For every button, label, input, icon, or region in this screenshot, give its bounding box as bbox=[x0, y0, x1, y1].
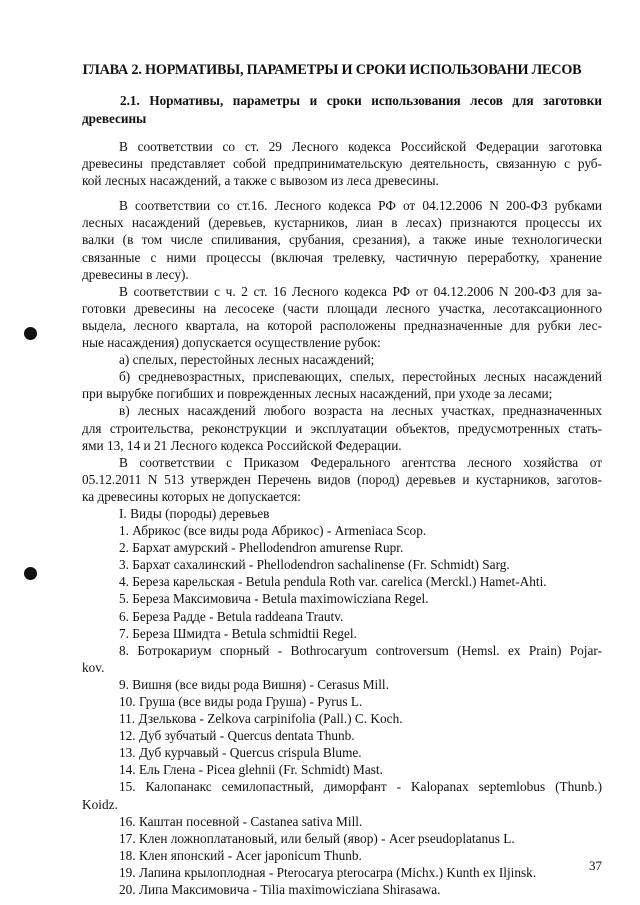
paragraph-line: древесины представляет собой предпринимательскую деятельность, связанную с руб- bbox=[82, 156, 602, 172]
paragraph-line: В соответствии со ст. 29 Лесного кодекса Российской Федерации заготовка bbox=[119, 139, 602, 154]
paragraph-line: 05.12.2011 N 513 утвержден Перечень видов (пород) деревьев и кустарников, заготов- bbox=[82, 471, 602, 487]
species-item: 5. Береза Максимовича - Betula maximowicziana Regel. bbox=[119, 591, 429, 607]
species-item-cont: Koidz. bbox=[82, 796, 118, 812]
list-item-b-cont: при вырубке погибших и поврежденных лесных насаждений, при уходе за лесами; bbox=[82, 386, 553, 402]
species-item: 1. Абрикос (все виды рода Абрикос) - Armeniaca Scop. bbox=[119, 523, 427, 539]
list-item-b: б) средневозрастных, приспевающих, спелых, перестойных лесных насаждений bbox=[119, 369, 602, 385]
species-item: 10. Груша (все виды рода Груша) - Pyrus L. bbox=[119, 694, 363, 709]
section-title-line: древесины bbox=[82, 111, 147, 126]
list-item-c-cont: ями 13, 14 и 21 Лесного кодекса Российской Федерации. bbox=[82, 437, 402, 453]
paragraph-line: выдела, лесного квартала, на которой расположены предназначенные для рубки лес- bbox=[82, 317, 602, 333]
species-item: 3. Бархат сахалинский - Phellodendron sachalinense (Fr. Schmidt) Sarg. bbox=[119, 557, 510, 573]
binder-hole-bottom bbox=[24, 567, 37, 580]
species-item: 4. Береза карельская - Betula pendula Roth var. carelica (Merckl.) Hamet-Ahti. bbox=[119, 574, 547, 590]
list-item-c: в) лесных насаждений любого возраста на лесных участках, предназначенных bbox=[119, 403, 602, 419]
species-item: 16. Каштан посевной - Castanea sativa Mill. bbox=[119, 813, 363, 829]
species-item: 2. Бархат амурский - Phellodendron amurense Rupr. bbox=[119, 540, 404, 556]
page-number: 37 bbox=[589, 858, 602, 873]
species-item: 20. Липа Максимовича - Tilia maximowicziana Shirasawa. bbox=[119, 882, 441, 898]
species-item: 14. Ель Глена - Picea glehnii (Fr. Schmidt) Mast. bbox=[119, 762, 383, 778]
species-item: 7. Береза Шмидта - Betula schmidtii Regel. bbox=[119, 625, 357, 641]
paragraph-line: В соответствии с ч. 2 ст. 16 Лесного кодекса РФ от 04.12.2006 N 200-ФЗ для за- bbox=[119, 283, 602, 299]
paragraph-line: связанные с ними процессы (включая трелевку, частичную переработку, хранение bbox=[82, 249, 602, 265]
paragraph-line: ка древесины которых не допускается: bbox=[82, 488, 301, 504]
species-item: 15. Калопанакс семилопастный, диморфант - Kalopanax septemlobus (Thunb.) bbox=[119, 779, 602, 795]
paragraph-line: В соответствии со ст.16. Лесного кодекса РФ от 04.12.2006 N 200-ФЗ рубками bbox=[119, 198, 602, 214]
section-title bbox=[82, 92, 602, 128]
document-body bbox=[82, 138, 602, 898]
chapter-title: ГЛАВА 2. НОРМАТИВЫ, ПАРАМЕТРЫ И СРОКИ ИСПОЛЬЗОВАНИ ЛЕСОВ bbox=[82, 62, 582, 78]
paragraph-line: В соответствии с Приказом Федерального агентства лесного хозяйства от bbox=[119, 454, 602, 470]
section-title-line: 2.1. Нормативы, параметры и сроки использования лесов для заготовки bbox=[120, 93, 602, 108]
species-item: 12. Дуб зубчатый - Quercus dentata Thunb. bbox=[119, 728, 355, 744]
paragraph-line: готовки древесины на лесосеке (части площади лесного участка, лесотаксационного bbox=[82, 300, 602, 316]
paragraph-line: лесных насаждений (деревьев, кустарников, лиан в лесах) признаются процессы их bbox=[82, 215, 602, 231]
paragraph-line: кой лесных насаждений, а также с вывозом из леса древесины. bbox=[82, 173, 439, 189]
species-item: 11. Дзелькова - Zelkova carpinifolia (Pall.) C. Koch. bbox=[119, 711, 403, 727]
paragraph-line: ные насаждения) допускается осуществление рубок: bbox=[82, 335, 381, 351]
species-item: 13. Дуб курчавый - Quercus crispula Blume. bbox=[119, 745, 362, 761]
species-item: 6. Береза Радде - Betula raddeana Trautv. bbox=[119, 608, 344, 624]
species-item: 9. Вишня (все виды рода Вишня) - Cerasus Mill. bbox=[119, 676, 389, 692]
list-item-a: а) спелых, перестойных лесных насаждений; bbox=[119, 352, 375, 368]
species-item: 18. Клен японский - Acer japonicum Thunb. bbox=[119, 847, 362, 863]
species-item: 17. Клен ложноплатановый, или белый (явор) - Acer pseudoplatanus L. bbox=[119, 830, 515, 846]
species-heading: I. Виды (породы) деревьев bbox=[119, 505, 270, 521]
paragraph-line: валки (в том числе спиливания, срубания, срезания), а также иные технологически bbox=[82, 232, 602, 248]
list-item-c-cont: для строительства, реконструкции и эксплуатации объектов, предусмотренных стать- bbox=[82, 420, 602, 436]
paragraph-line: древесины в лесу). bbox=[82, 266, 189, 282]
species-item: 8. Ботрокариум спорный - Bothrocaryum controversum (Hemsl. ex Prain) Pojar- bbox=[119, 642, 602, 658]
species-item-cont: kov. bbox=[82, 659, 105, 675]
species-item: 19. Лапина крылоплодная - Pterocarya pterocarpa (Michx.) Kunth ex Iljinsk. bbox=[119, 864, 537, 880]
binder-hole-top bbox=[24, 327, 37, 340]
